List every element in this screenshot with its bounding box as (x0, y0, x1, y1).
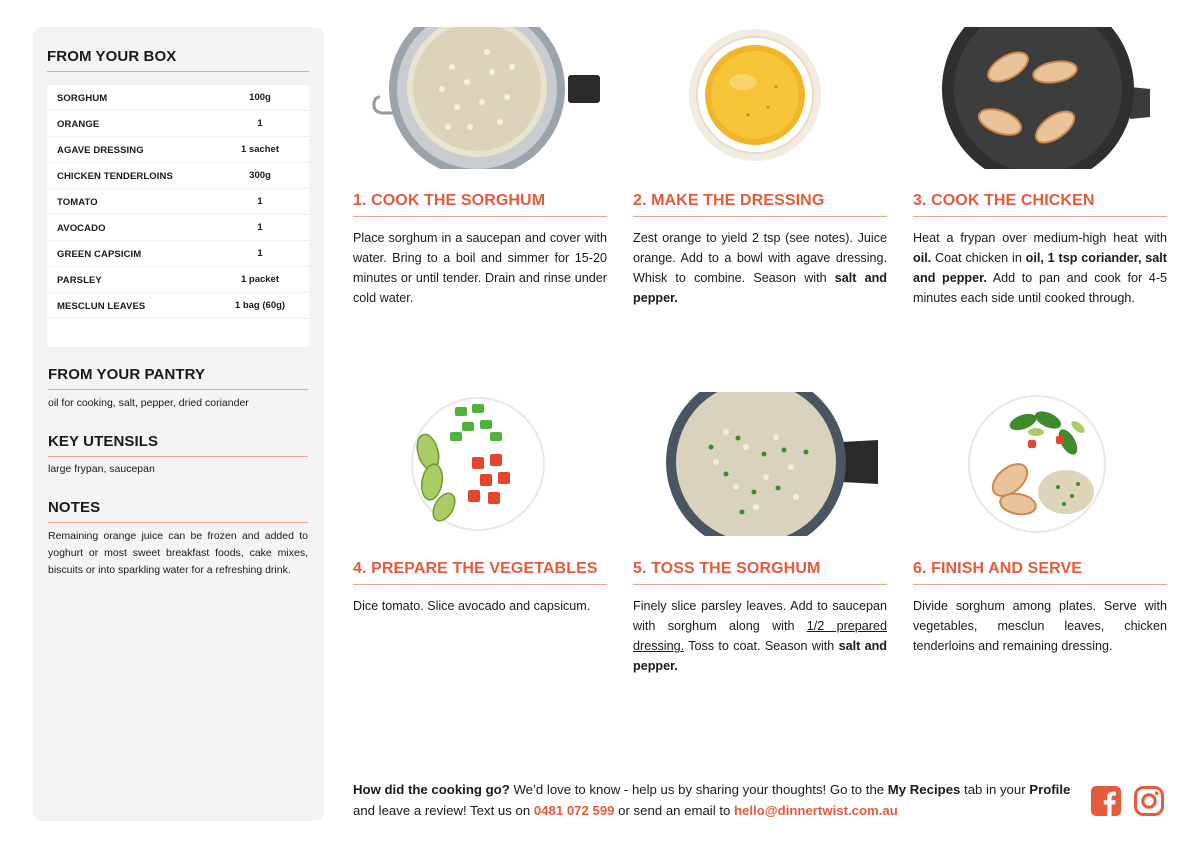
ingredient-qty: 1 bag (60g) (234, 300, 286, 311)
contact-link[interactable]: hello@dinnertwist.com.au (734, 803, 898, 818)
chicken-frypan-photo (940, 27, 1162, 169)
step-4-body (353, 596, 607, 616)
ingredient-name: AVOCADO (57, 223, 106, 234)
ingredient-qty: 1 (257, 248, 263, 259)
step-2-body (633, 228, 887, 308)
text-segment: or send an email to (614, 803, 734, 818)
text-segment: oil. (913, 251, 932, 265)
ingredient-row (47, 189, 309, 215)
ingredient-qty: 1 (257, 196, 263, 207)
text-segment: Toss to coat. Season with (684, 639, 839, 653)
text-segment: How did the cooking go? (353, 782, 510, 797)
text-segment: Profile (1029, 782, 1071, 797)
ingredient-row (47, 111, 309, 137)
text-segment: Divide sorghum among plates. Serve with vegetables, mesclun leaves, chicken tenderloins and remaining dressing. (913, 599, 1167, 653)
ingredient-name: SORGHUM (57, 93, 108, 104)
instagram-icon[interactable] (1133, 785, 1165, 817)
ingredient-name: PARSLEY (57, 275, 102, 286)
ingredient-row (47, 85, 309, 111)
ingredient-name: ORANGE (57, 119, 100, 130)
step-5-title: 5. TOSS THE SORGHUM (633, 560, 887, 585)
ingredient-qty: 300g (249, 170, 271, 181)
text-segment: Place sorghum in a saucepan and cover with water. Bring to a boil and simmer for 15-20 minutes or until tender. Drain and rinse under cold water. (353, 231, 607, 305)
ingredient-row (47, 163, 309, 189)
text-segment: salt and pepper. (633, 639, 888, 673)
final-plate-photo (968, 392, 1106, 536)
ingredient-qty: 1 (257, 118, 263, 129)
feedback-footer (353, 779, 1073, 821)
text-segment: and leave a review! Text us on (353, 803, 534, 818)
ingredient-qty: 1 sachet (240, 144, 280, 155)
text-segment: Finely slice parsley leaves. Add to saucepan with sorghum along with (633, 599, 887, 633)
box-ingredients-table (47, 85, 309, 347)
contact-link[interactable]: 0481 072 599 (533, 803, 615, 818)
ingredients-sidebar (33, 27, 324, 821)
text-segment: My Recipes (887, 782, 961, 797)
text-segment: Coat chicken in (931, 251, 1026, 265)
text-segment: Zest orange to yield 2 tsp (see notes). Juice orange. Add to a bowl with agave dressing. Whisk to combine. Season with (633, 231, 887, 285)
ingredient-row (47, 215, 309, 241)
sorghum-colander-photo (372, 27, 602, 169)
text-segment: oil, 1 tsp coriander, salt and pepper. (913, 251, 1167, 285)
step-1-body (353, 228, 607, 308)
ingredient-row (47, 293, 309, 319)
text-segment: Heat a frypan over medium-high heat with (913, 231, 1167, 245)
ingredient-row (47, 137, 309, 163)
vegetables-plate-photo (410, 392, 546, 536)
step-6-title: 6. FINISH AND SERVE (913, 560, 1167, 585)
ingredient-row (47, 241, 309, 267)
notes-heading: NOTES (48, 499, 308, 523)
dressing-bowl-photo (688, 27, 822, 169)
text-segment: salt and pepper. (633, 271, 887, 305)
facebook-icon[interactable] (1090, 785, 1122, 817)
step-3-body (913, 228, 1167, 308)
step-5-body (633, 596, 887, 676)
step-6-body (913, 596, 1167, 656)
sorghum-saucepan-photo (666, 392, 882, 536)
ingredient-name: TOMATO (57, 197, 98, 208)
text-segment: 1/2 prepared dressing. (633, 619, 887, 653)
step-3-title: 3. COOK THE CHICKEN (913, 192, 1167, 217)
step-4-title: 4. PREPARE THE VEGETABLES (353, 560, 607, 585)
step-1-title: 1. COOK THE SORGHUM (353, 192, 607, 217)
utensils-text: large frypan, saucepan (48, 463, 155, 475)
from-your-box-heading: FROM YOUR BOX (47, 48, 309, 72)
ingredient-qty: 1 (257, 222, 263, 233)
text-segment: tab in your (960, 782, 1030, 797)
text-segment: Dice tomato. Slice avocado and capsicum. (353, 599, 591, 613)
ingredient-qty: 1 packet (240, 274, 280, 285)
pantry-text: oil for cooking, salt, pepper, dried coriander (48, 397, 249, 409)
key-utensils-heading: KEY UTENSILS (48, 433, 308, 457)
notes-text: Remaining orange juice can be frozen and added to yoghurt or most sweet breakfast foods, cake mixes, biscuits or into sparkling water for a refreshing drink. (48, 530, 308, 576)
text-segment: We’d love to know - help us by sharing your thoughts! Go to the (509, 782, 888, 797)
from-your-pantry-heading: FROM YOUR PANTRY (48, 366, 308, 390)
ingredient-name: GREEN CAPSICIM (57, 249, 142, 260)
step-2-title: 2. MAKE THE DRESSING (633, 192, 887, 217)
text-segment: Add to pan and cook for 4-5 minutes each side until cooked through. (913, 271, 1168, 305)
ingredient-row (47, 267, 309, 293)
ingredient-name: MESCLUN LEAVES (57, 301, 146, 312)
ingredient-qty: 100g (249, 92, 271, 103)
ingredient-name: CHICKEN TENDERLOINS (57, 171, 173, 182)
ingredient-name: AGAVE DRESSING (57, 145, 144, 156)
